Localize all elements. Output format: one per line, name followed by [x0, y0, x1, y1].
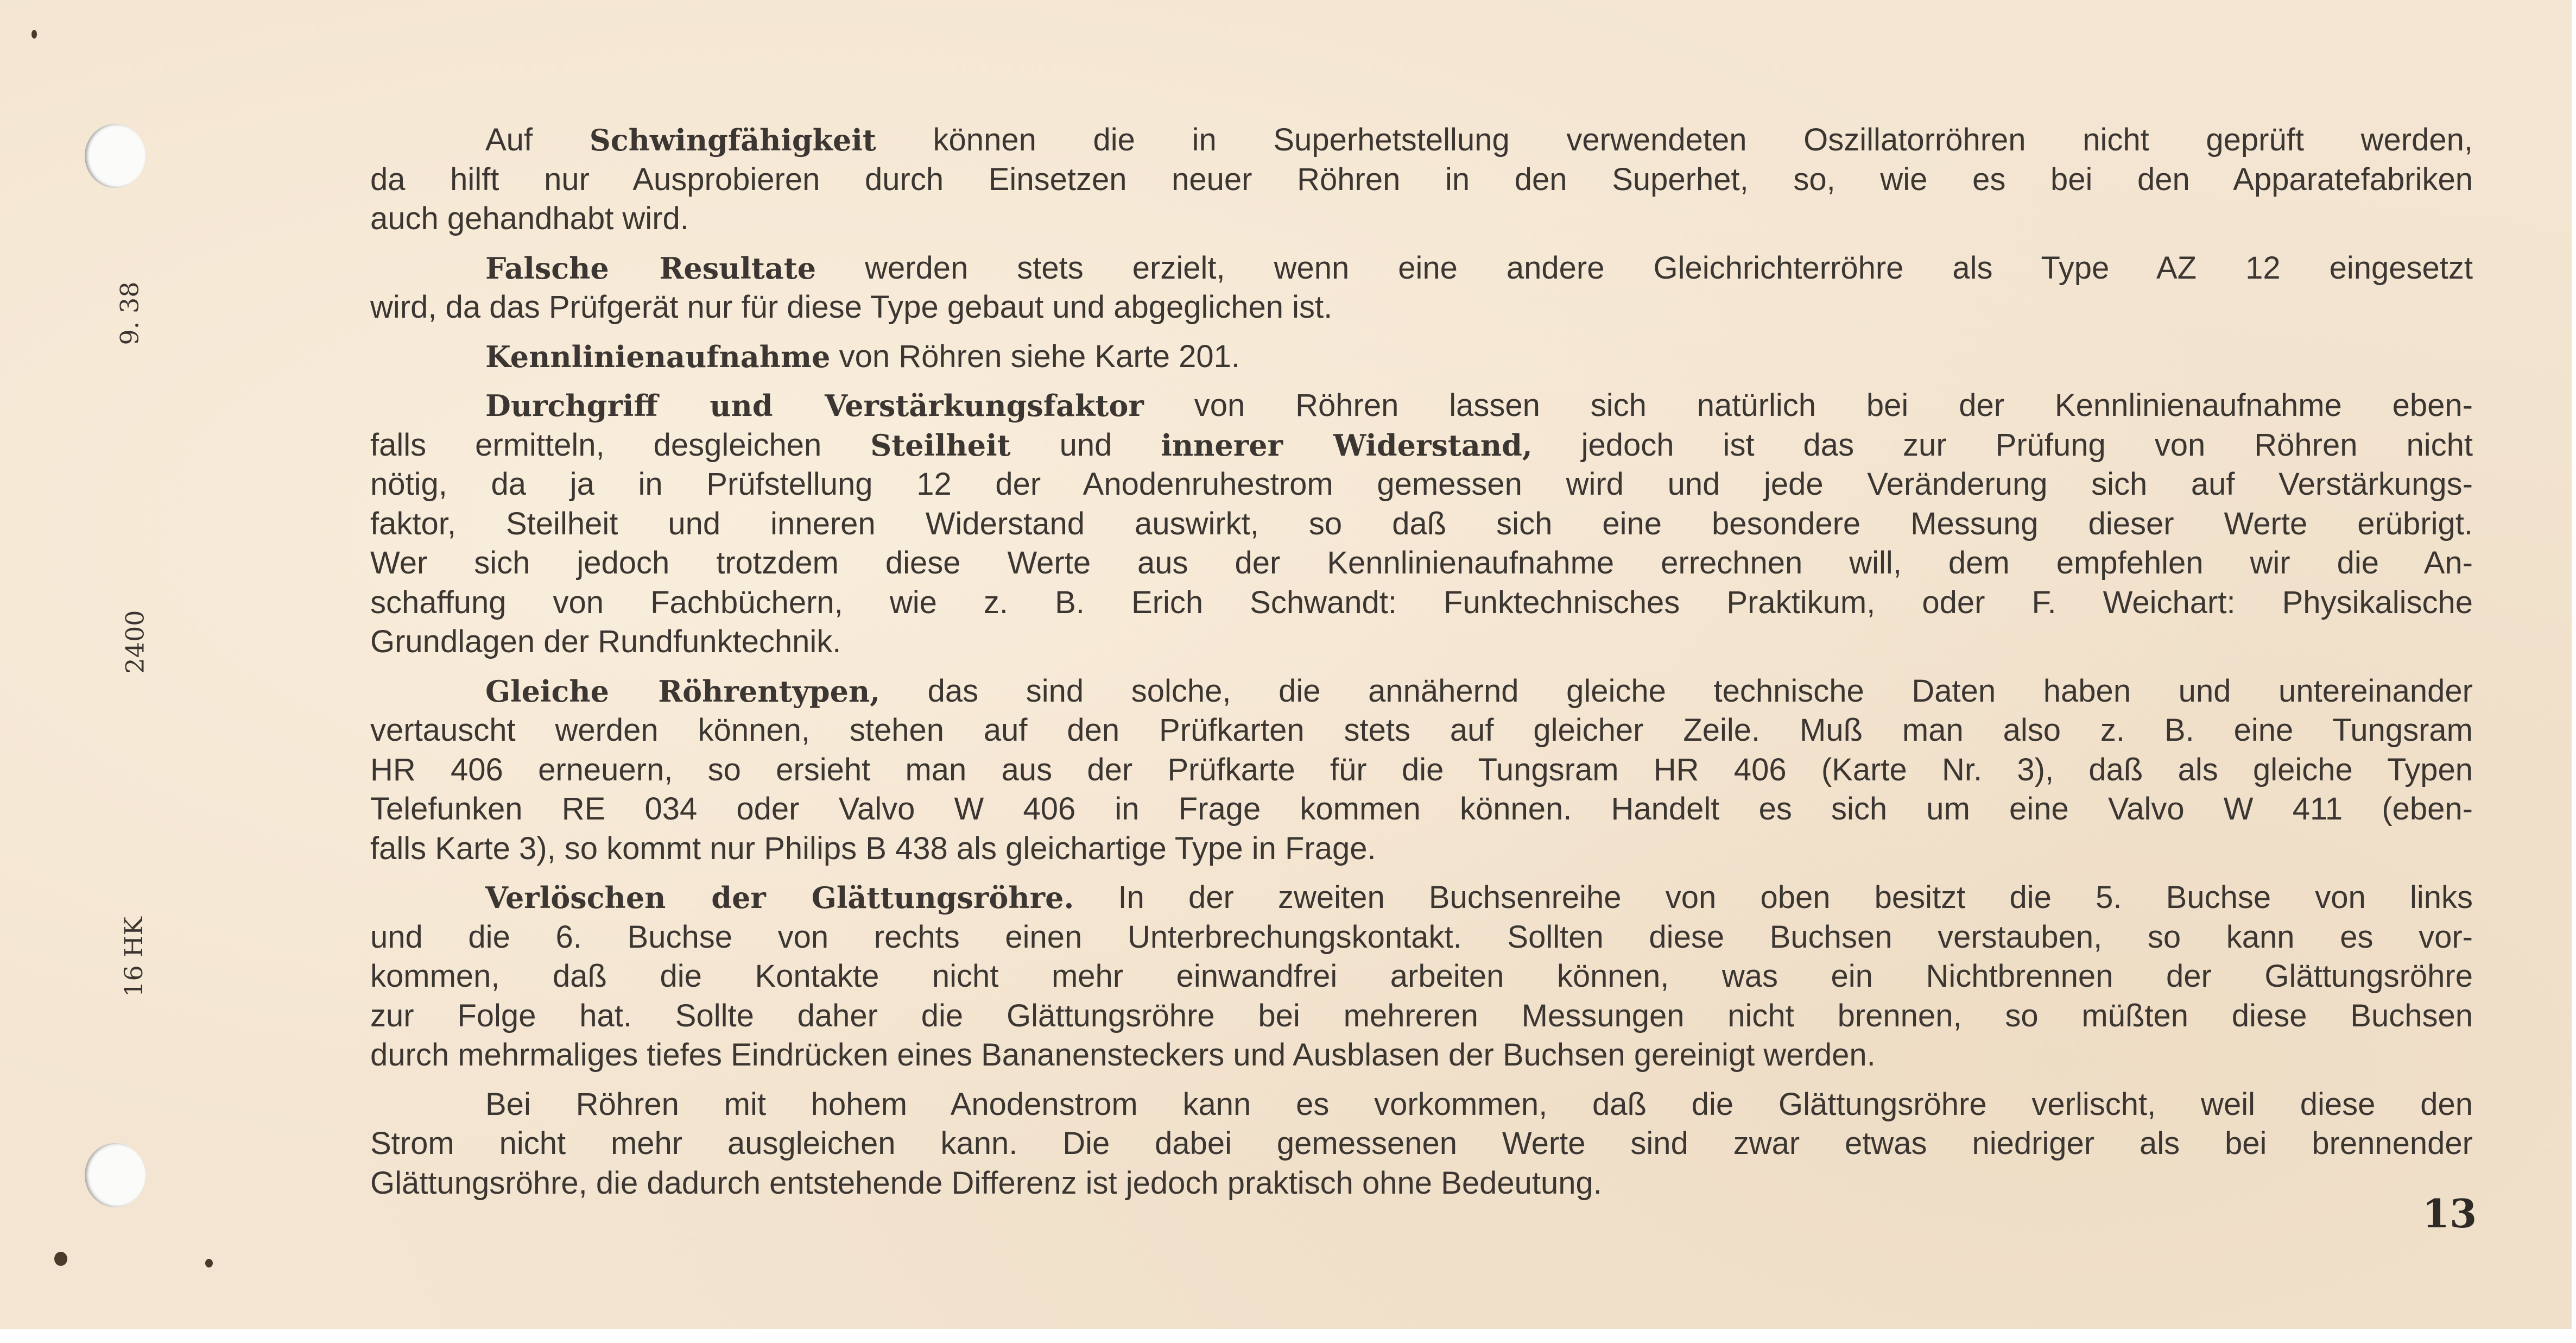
text-run: Glättungsröhre, die dadurch entstehende Differenz ist jedoch praktisch ohne Bedeutung. [370, 1165, 1602, 1201]
text-line [370, 426, 2473, 465]
bold-term: Steilheit [870, 427, 1011, 463]
paragraph [370, 386, 2473, 662]
text-line [370, 583, 2473, 623]
ink-spot [54, 1252, 67, 1266]
text-run: und die 6. Buchse von rechts einen Unterbrechungskontakt. Sollten diese Buchsen verstauben, so kann es vor- [370, 919, 2473, 955]
page-number: 13 [2422, 1190, 2477, 1237]
text-line [370, 957, 2473, 997]
text-line [370, 249, 2473, 288]
text-line [370, 544, 2473, 583]
text-run: durch mehrmaliges tiefes Eindrücken eines Bananensteckers und Ausblasen der Buchsen gereinigt werden. [370, 1037, 1876, 1073]
paragraph [370, 1085, 2473, 1203]
text-line [370, 622, 2473, 662]
bold-term: Kennlinienaufnahme [485, 339, 831, 374]
text-line [370, 997, 2473, 1036]
text-line [370, 505, 2473, 544]
text-line [370, 918, 2473, 957]
text-run: Grundlagen der Rundfunktechnik. [370, 624, 841, 659]
text-line [370, 465, 2473, 505]
text-run: Telefunken RE 034 oder Valvo W 406 in Frage kommen können. Handelt es sich um eine Valvo W 411 (eben- [370, 791, 2473, 827]
bold-term: Falsche Resultate [485, 250, 817, 286]
text-run: zur Folge hat. Sollte daher die Glättungsröhre bei mehreren Messungen nicht brennen, so müßten diese Buchsen [370, 998, 2473, 1033]
bold-term: Verlöschen der Glättungsröhre. [485, 880, 1074, 915]
text-run: auch gehandhabt wird. [370, 201, 689, 236]
text-line [370, 386, 2473, 426]
paragraph [370, 121, 2473, 239]
paragraph [370, 878, 2473, 1075]
body-text [370, 121, 2473, 1203]
ink-spot [31, 30, 37, 39]
text-line [370, 751, 2473, 790]
paragraph [370, 249, 2473, 327]
text-line [370, 790, 2473, 829]
text-run: das sind solche, die annähernd gleiche technische Daten haben und untereinander [880, 673, 2473, 709]
paragraph [370, 672, 2473, 869]
margin-label-code: 16 HK [118, 917, 148, 997]
text-line [370, 711, 2473, 751]
bold-term: Schwingfähigkeit [589, 123, 876, 157]
text-run: Wer sich jedoch trotzdem diese Werte aus der Kennlinienaufnahme errechnen will, dem empfehlen wir die An- [370, 545, 2473, 581]
text-run: kommen, daß die Kontakte nicht mehr einwandfrei arbeiten können, was ein Nichtbrennen der Glättungsröhre [370, 959, 2473, 994]
text-line [370, 1085, 2473, 1125]
text-line [370, 160, 2473, 200]
margin-label-date: 9. 38 [115, 281, 144, 345]
text-run: können die in Superhetstellung verwendeten Oszillatorröhren nicht geprüft werden, [876, 122, 2473, 157]
text-line [370, 1036, 2473, 1075]
text-run: vertauscht werden können, stehen auf den Prüfkarten stets auf gleicher Zeile. Muß man also z. B. eine Tungsram [370, 713, 2473, 748]
text-line [370, 878, 2473, 918]
text-run: In der zweiten Buchsenreihe von oben besitzt die 5. Buchse von links [1074, 880, 2473, 915]
text-line [370, 1124, 2473, 1164]
text-run: Bei Röhren mit hohem Anodenstrom kann es vorkommen, daß die Glättungsröhre verlischt, weil diese den [485, 1086, 2473, 1122]
text-run: Auf [485, 122, 590, 157]
punch-hole-top [85, 124, 145, 188]
text-run: falls Karte 3), so kommt nur Philips B 438 als gleichartige Type in Frage. [370, 830, 1376, 866]
text-line [370, 829, 2473, 869]
bold-term: innerer Widerstand, [1161, 427, 1533, 463]
text-run: HR 406 erneuern, so ersieht man aus der Prüfkarte für die Tungsram HR 406 (Karte Nr. 3), daß als gleiche Typen [370, 752, 2473, 787]
text-run: und [1010, 427, 1161, 463]
margin-label-print-run: 2400 [120, 610, 150, 674]
text-run: falls ermitteln, desgleichen [370, 427, 871, 463]
text-run: von Röhren siehe Karte 201. [830, 338, 1240, 374]
text-line [370, 337, 2473, 377]
ink-spot [205, 1259, 213, 1268]
text-line [370, 199, 2473, 239]
text-run: schaffung von Fachbüchern, wie z. B. Erich Schwandt: Funktechnisches Praktikum, oder F. Weichart: Physikalische [370, 584, 2473, 620]
bold-term: Durchgriff und Verstärkungsfaktor [485, 388, 1144, 423]
text-run: von Röhren lassen sich natürlich bei der Kennlinienaufnahme eben- [1143, 388, 2473, 423]
text-run: wird, da das Prüfgerät nur für diese Type gebaut und abgeglichen ist. [370, 289, 1333, 325]
text-line [370, 1164, 2473, 1203]
text-run: jedoch ist das zur Prüfung von Röhren nicht [1532, 427, 2473, 463]
text-run: werden stets erzielt, wenn eine andere Gleichrichterröhre als Type AZ 12 eingesetzt [816, 250, 2473, 286]
text-run: Strom nicht mehr ausgleichen kann. Die dabei gemessenen Werte sind zwar etwas niedriger als bei brennender [370, 1126, 2473, 1161]
text-line [370, 288, 2473, 327]
text-run: faktor, Steilheit und inneren Widerstand auswirkt, so daß sich eine besondere Messung dieser Werte erübrigt. [370, 506, 2473, 541]
text-line [370, 121, 2473, 160]
text-line [370, 672, 2473, 711]
text-run: nötig, da ja in Prüfstellung 12 der Anodenruhestrom gemessen wird und jede Veränderung sich auf Verstärkungs- [370, 466, 2473, 502]
punch-hole-bottom [85, 1143, 145, 1207]
paragraph [370, 337, 2473, 377]
bold-term: Gleiche Röhrentypen, [485, 673, 881, 709]
text-run: da hilft nur Ausprobieren durch Einsetzen neuer Röhren in den Superhet, so, wie es bei den Apparatefabriken [370, 161, 2473, 197]
